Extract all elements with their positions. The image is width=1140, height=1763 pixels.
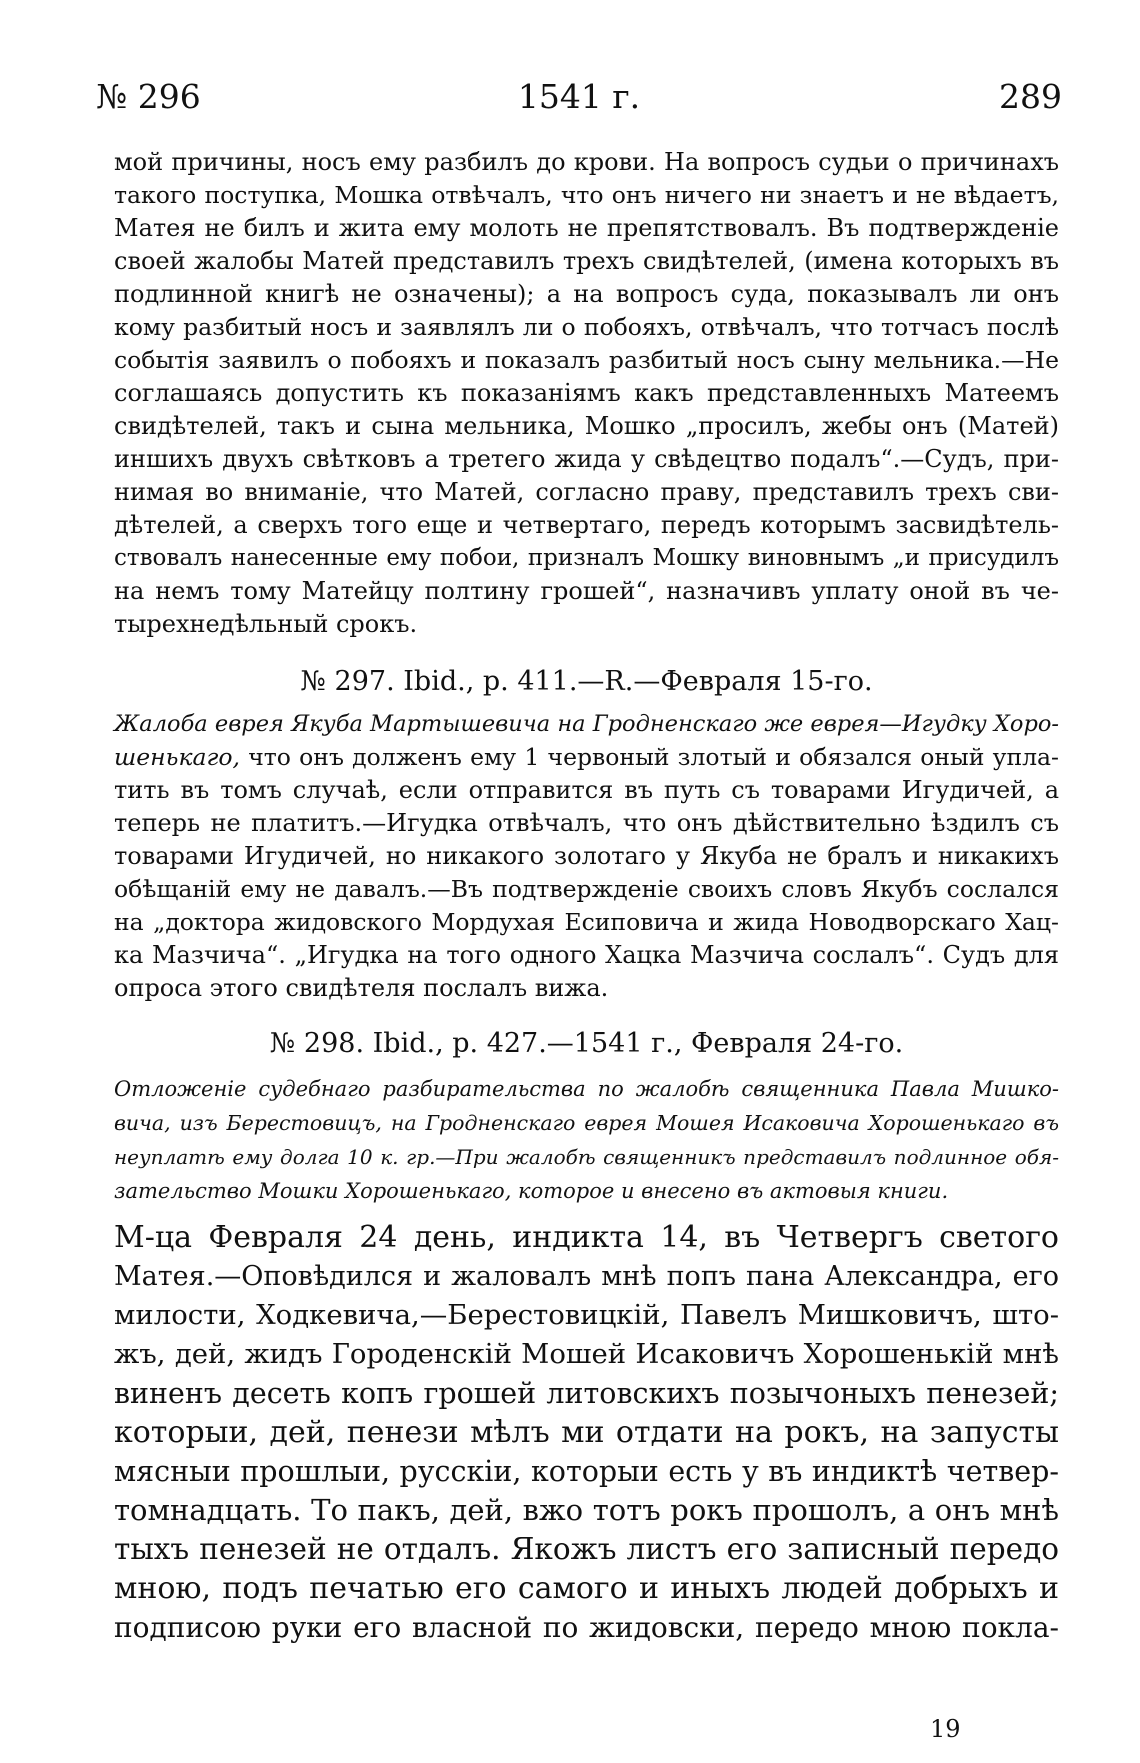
- text-line: подлинной книгѣ не означены); а на вопросъ суда, показывалъ ли онъ: [114, 280, 1059, 308]
- text-line: тырехнедѣльный срокъ.: [114, 610, 418, 638]
- text-line: дѣтелей, а сверхъ того еще и четвертаго, передъ которымъ засвидѣтель-: [114, 511, 1059, 539]
- text-line: мой причины, носъ ему разбилъ до крови. На вопросъ судьи о причинахъ: [114, 148, 1059, 176]
- summary-italic-line: Жалоба еврея Якуба Мартышевича на Гродненскаго же еврея—Игудку Хоро-: [114, 711, 1059, 737]
- text-line: мясныи прошлыи, русскіи, которыи есть у въ индиктѣ четвер-: [114, 1455, 1059, 1488]
- text-fragment: что онъ долженъ ему 1 червоный злотый и обязался оный упла-: [239, 743, 1059, 771]
- summary-line: Отложеніе судебнаго разбирательства по жалобѣ священника Павла Мишко-: [114, 1077, 1059, 1101]
- text-line: мною, подъ печатью его самого и иныхъ людей добрыхъ и: [114, 1571, 1059, 1606]
- text-line: соглашаясь допустить къ показаніямъ какъ представленныхъ Матеемъ: [114, 379, 1059, 407]
- header-year: 1541 г.: [517, 77, 641, 116]
- text-line: нимая во вниманіе, что Матей, согласно праву, представилъ трехъ сви-: [114, 478, 1059, 506]
- text-line: которыи, дей, пенези мѣлъ ми отдати на рокъ, на запусты: [114, 1415, 1059, 1450]
- entry-298-text: [114, 1218, 1059, 1647]
- text-line: томнадцать. То пакъ, дей, вжо тотъ рокъ прошолъ, а онъ мнѣ: [114, 1493, 1059, 1527]
- entry-298-heading: № 298. Ibid., p. 427.—1541 г., Февраля 24-го.: [269, 1028, 904, 1059]
- text-line: тыхъ пенезей не отдалъ. Якожъ листъ его записный передо: [114, 1532, 1059, 1566]
- text-line: товарами Игудичей, но никакого золотаго у Якуба не бралъ и никакихъ: [114, 842, 1059, 870]
- text-line: своей жалобы Матей представилъ трехъ свидѣтелей, (имена которыхъ въ: [114, 247, 1059, 275]
- entry-297-text: [114, 708, 1059, 1005]
- running-header: [96, 72, 1062, 122]
- summary-line: вича, изъ Берестовицъ, на Гродненскаго еврея Мошея Исаковича Хорошенькаго въ: [114, 1111, 1059, 1135]
- document-number: № 296: [96, 77, 201, 116]
- text-line: ка Мазчича“. „Игудка на того одного Хацка Мазчича сослалъ“. Судъ для: [114, 941, 1059, 969]
- text-line: кому разбитый носъ и заявлялъ ли о побояхъ, отвѣчалъ, что тотчасъ послѣ: [114, 313, 1059, 341]
- text-line: тить въ томъ случаѣ, если отправится въ путь съ товарами Игудичей, а: [114, 776, 1059, 804]
- page-number: 289: [999, 77, 1062, 116]
- text-line: ствовалъ нанесенные ему побои, призналъ Мошку виновнымъ „и присудилъ: [114, 545, 1059, 571]
- text-line: теперь не платитъ.—Игудка отвѣчалъ, что онъ дѣйствительно ѣздилъ съ: [114, 809, 1059, 837]
- text-line: жъ, дей, жидъ Городенскій Мошей Исаковичъ Хорошенькій мнѣ: [114, 1338, 1059, 1370]
- text-line: на „доктора жидовского Мордухая Есиповича и жида Новодворскаго Хац-: [114, 908, 1059, 936]
- text-line: Матея не билъ и жита ему молоть не препятствовалъ. Въ подтвержденіе: [114, 214, 1059, 242]
- continuation-text: [114, 146, 1059, 641]
- text-line: на немъ тому Матейцу полтину грошей“, назначивъ уплату оной въ че-: [114, 577, 1059, 605]
- entry-297-heading: № 297. Ibid., p. 411.—R.—Февраля 15-го.: [300, 666, 873, 697]
- text-line: свидѣтелей, такъ и сына мельника, Мошко „просилъ, жебы онъ (Матей): [114, 412, 1059, 440]
- text-line: опроса этого свидѣтеля послалъ вижа.: [114, 974, 609, 1002]
- text-line: [114, 741, 1059, 774]
- text-line: событія заявилъ о побояхъ и показалъ разбитый носъ сыну мельника.—Не: [114, 346, 1059, 374]
- printer-signature: 19: [930, 1715, 961, 1743]
- summary-line: зательство Мошки Хорошенькаго, которое и внесено въ актовыя книги.: [114, 1179, 949, 1203]
- entry-298-summary: [114, 1072, 1059, 1208]
- text-line: иншихъ двухъ свѣтковъ а третего жида у свѣдецтво подалъ“.—Судъ, при-: [114, 445, 1059, 473]
- summary-line: неуплатѣ ему долга 10 к. гр.—При жалобѣ священникъ представилъ подлинное обя-: [114, 1145, 1059, 1169]
- summary-italic-fragment: шенькаго,: [114, 743, 240, 771]
- text-line: обѣщаній ему не давалъ.—Въ подтвержденіе своихъ словъ Якубъ сослался: [114, 875, 1059, 903]
- text-line: М-ца Февраля 24 день, индикта 14, въ Четвергъ светого: [114, 1220, 1059, 1255]
- text-line: милости, Ходкевича,—Берестовицкій, Павелъ Мишковичъ, што-: [114, 1299, 1059, 1331]
- text-line: виненъ десеть копъ грошей литовскихъ позычоныхъ пенезей;: [114, 1377, 1059, 1410]
- text-line: подписою руки его власной по жидовски, передо мною покла-: [114, 1611, 1059, 1644]
- text-line: Матея.—Оповѣдился и жаловалъ мнѣ попъ пана Александра, его: [114, 1261, 1059, 1292]
- text-line: такого поступка, Мошка отвѣчалъ, что онъ ничего ни знаетъ и не вѣдаетъ,: [114, 181, 1059, 209]
